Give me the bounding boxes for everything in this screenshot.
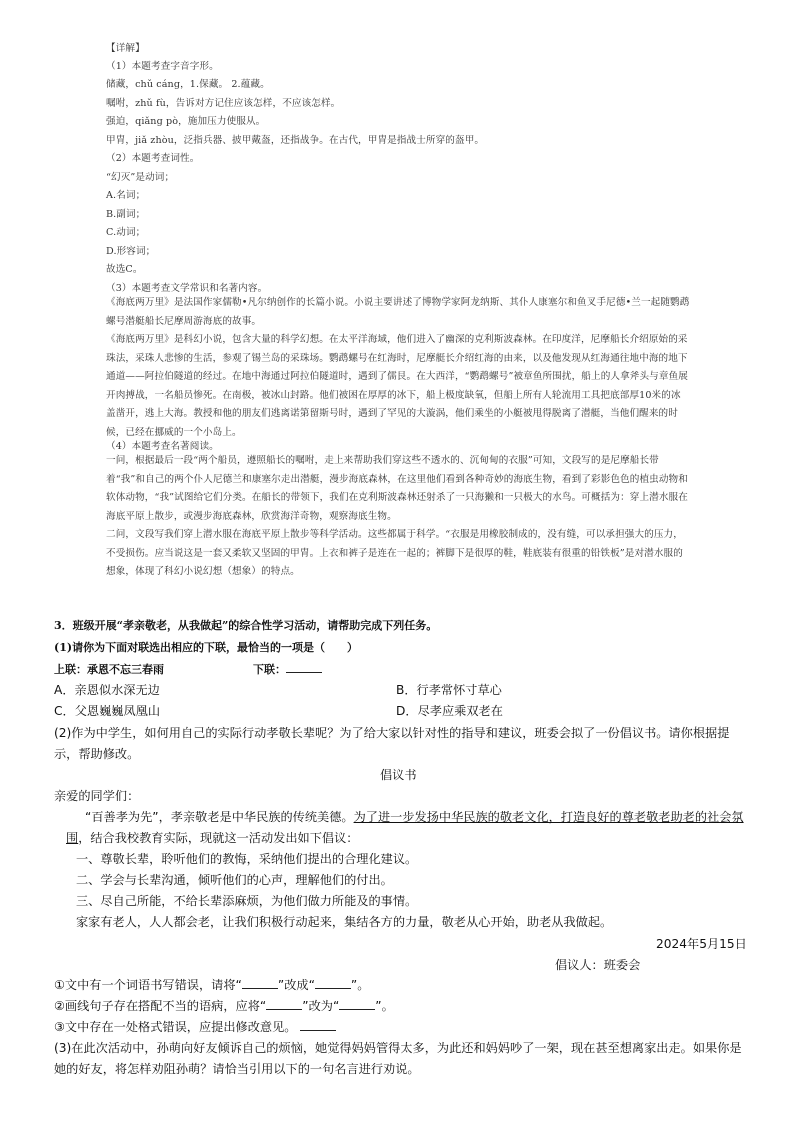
proposal-item-3: 三、尽自己所能，不给长辈添麻烦，为他们做力所能及的事情。 [76, 894, 418, 908]
q2-option-d: D.形容词； [106, 246, 156, 257]
q4-paragraph-2: 二问，文段写我们穿上潜水服在海底平原上散步等科学活动。这些都属于科学。“衣服是用橡胶制成的，没有缝，可以承担强大的压力，不受损伤。应当说这是一套又柔软又坚固的甲胄。上衣和裤子是连在一起的；裤脚下是很厚的鞋，鞋底装有很重的铅铁板”是对潜水服的想象，体现了科幻小说幻想（想象）的特点。 [106, 529, 683, 577]
q2-answer: 故选C。 [106, 264, 143, 275]
q3-paragraph-2: 《海底两万里》是科幻小说，包含大量的科学幻想。在太平洋海域，他们进入了幽深的克利斯波森林。在印度洋，尼摩船长介绍原始的采珠法，采珠人悲惨的生活，参观了锡兰岛的采珠场。鹦鹉螺号在红海时，尼摩艇长介绍红海的由来，以及他发现从红海通往地中海的地下通道——阿拉伯隧道的经过。在地中海通过阿拉伯隧道时，遇到了儒艮。在大西洋，“鹦鹉螺号”被章鱼所围扰，船上的人拿斧头与章鱼展开肉搏战，一名船员惨死。在南极，被冰山封路。他们被困在厚厚的冰下，船上极度缺氧，但船上所有人轮流用工具把底部厚10米的冰盖凿开，逃上大海。教授和他的朋友们逃离诺第留斯号时，遇到了罕见的大漩涡，他们乘坐的小艇被甩得脱离了潜艇，当他们醒来的时候，已经在挪威的一个小岛上。 [106, 334, 688, 438]
proposal-date: 2024年5月15日 [656, 937, 747, 951]
q3-paragraph-1: 《海底两万里》是法国作家儒勒•凡尔纳创作的长篇小说。小说主要讲述了博物学家阿龙纳斯、其仆人康塞尔和鱼叉手尼德•兰一起随鹦鹉螺号潜艇船长尼摩周游海底的故事。 [106, 297, 690, 327]
option-d[interactable]: D．尽孝应乘双老在 [396, 704, 503, 718]
lower-couplet [253, 661, 322, 677]
task-1-blank-1[interactable] [242, 977, 278, 989]
lower-couplet-blank[interactable] [286, 661, 322, 673]
q1-item-a: 储藏，chǔ cáng，1.保藏。 2.蕴藏。 [106, 79, 270, 90]
proposal-signer: 倡议人：班委会 [555, 958, 641, 972]
proposal-para1-line2 [66, 829, 359, 846]
task-2 [54, 997, 394, 1014]
task-2-blank-2[interactable] [339, 998, 375, 1010]
q2-option-a: A.名词； [106, 190, 146, 201]
question-3-sub2: (2)作为中学生，如何用自己的实际行动孝敬长辈呢？为了给大家以针对性的指导和建议，班委会拟了一份倡议书。请你根据提示，帮助修改。 [54, 726, 730, 761]
task-2-text-c: ”。 [375, 999, 394, 1013]
q2-option-b: B.副词； [106, 209, 146, 220]
question-3-sub3: (3)在此次活动中，孙萌向好友倾诉自己的烦恼，她觉得妈妈管得太多，为此还和妈妈吵了一架，现在甚至想离家出走。如果你是她的好友，将怎样劝阻孙萌？请恰当引用以下的一句名言进行劝说。 [54, 1041, 742, 1076]
q2-option-c: C.动词； [106, 227, 146, 238]
q1-item-c: 强迫，qiǎng pò，施加压力使服从。 [106, 116, 266, 127]
q4-intro: （4）本题考查名著阅读。 [106, 441, 219, 452]
q1-item-d: 甲胄，jiǎ zhòu，泛指兵器、披甲戴盔，还指战争。在古代，甲胄是指战士所穿的盔甲。 [106, 135, 485, 146]
option-b[interactable]: B．行孝常怀寸草心 [396, 683, 502, 697]
q2-intro: （2）本题考查词性。 [106, 153, 200, 164]
q4-paragraph-1: 一问，根据最后一段“两个船员，遵照船长的嘱咐，走上来帮助我们穿这些不透水的、沉甸甸的衣服”可知，文段写的是尼摩船长带着“我”和自己的两个仆人尼德兰和康塞尔走出潜艇，漫步海底森林，在这里他们看到各种奇妙的海底生物，看到了彩影色色的植虫动物和软体动物，“我”试图给它们分类。在船长的带领下，我们在克利斯波森林还射杀了一只海獭和一只极大的水鸟。可概括为：穿上潜水服在海底平原上散步，或漫步海底森林，欣赏海洋奇物，观察海底生物。 [106, 455, 688, 522]
question-3-sub1: (1)请你为下面对联选出相应的下联，最恰当的一项是（ ） [54, 641, 359, 654]
task-2-text-b: ”改为“ [302, 999, 340, 1013]
task-2-blank-1[interactable] [266, 998, 302, 1010]
q3-intro: （3）本题考查文学常识和名著内容。 [106, 283, 268, 294]
q1-intro: （1）本题考查字音字形。 [106, 61, 219, 72]
task-1-text-c: ”。 [350, 978, 370, 992]
task-1-text-a: ①文中有一个词语书写错误，请将“ [54, 978, 242, 992]
option-a[interactable]: A．亲恩似水深无边 [54, 683, 160, 697]
task-1-text-b: ”改成“ [277, 978, 315, 992]
proposal-item-1: 一、尊敬长辈，聆听他们的教悔，采纳他们提出的合理化建议。 [76, 852, 418, 866]
task-1 [54, 976, 369, 993]
task-3-blank[interactable] [300, 1019, 336, 1031]
task-2-text-a: ②画线句子存在搭配不当的语病，应将“ [54, 999, 267, 1013]
upper-couplet: 上联：承恩不忘三春雨 [54, 663, 164, 676]
task-3 [54, 1018, 336, 1035]
para1-rest: ，结合我校教育实际，现就这一活动发出如下倡议： [78, 831, 359, 845]
analysis-header: 【详解】 [106, 43, 145, 54]
proposal-closing: 家家有老人，人人都会老，让我们积极行动起来，集结各方的力量，敬老从心开始，助老从我做起。 [76, 915, 613, 929]
underlined-sentence-end: 围 [66, 831, 79, 845]
proposal-item-2: 二、学会与长辈沟通，倾听他们的心声，理解他们的付出。 [76, 873, 393, 887]
para1-plain: “百善孝为先”，孝亲敬老是中华民族的传统美德。 [85, 810, 354, 824]
lower-couplet-label: 下联： [253, 663, 286, 676]
q2-quote: “幻灭”是动词； [106, 172, 175, 183]
underlined-sentence: 为了进一步发扬中华民族的敬老文化，打造良好的尊老敬老助老的社会氛 [353, 810, 744, 824]
task-3-text: ③文中存在一处格式错误，应提出修改意见。 [54, 1020, 297, 1034]
q1-item-b: 嘱咐，zhǔ fù，告诉对方记住应该怎样，不应该怎样。 [106, 98, 341, 109]
task-1-blank-2[interactable] [315, 977, 351, 989]
option-c[interactable]: C．父恩巍巍凤凰山 [54, 704, 161, 718]
proposal-greeting: 亲爱的同学们： [54, 789, 140, 803]
proposal-title: 倡议书 [380, 768, 417, 782]
question-3-title: 3．班级开展“孝亲敬老，从我做起”的综合性学习活动，请帮助完成下列任务。 [54, 619, 438, 632]
proposal-para1-line1 [85, 808, 744, 825]
